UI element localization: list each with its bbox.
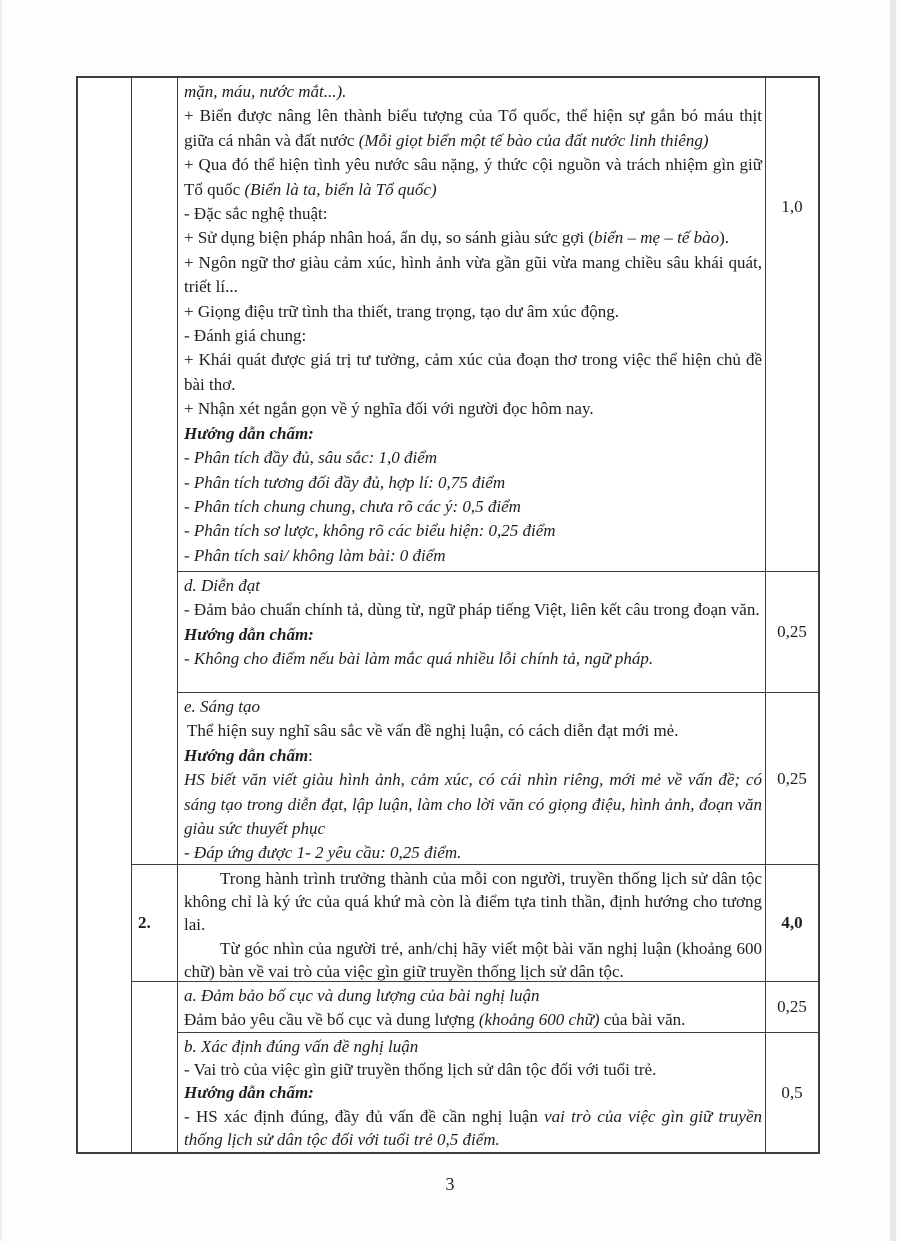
paragraph: + Ngôn ngữ thơ giàu cảm xúc, hình ảnh vừa gần gũi vừa mang chiều sâu khái quát, triết lí... — [184, 252, 762, 297]
content-cell-q2-question-row — [178, 865, 766, 982]
paragraph: - Phân tích sơ lược, không rõ các biểu hiện: 0,25 điểm — [184, 521, 556, 541]
paragraph: Từ góc nhìn của người trẻ, anh/chị hãy viết một bài văn nghị luận (khoảng 600 chữ) bàn về vai trò của việc gìn giữ truyền thống lịch sử dân tộc. — [184, 938, 762, 981]
paragraph: - Đáp ứng được 1- 2 yêu cầu: 0,25 điểm. — [184, 843, 462, 863]
paragraph: - Phân tích tương đối đầy đủ, hợp lí: 0,75 điểm — [184, 472, 506, 492]
paragraph: - Đảm bảo chuẩn chính tả, dùng từ, ngữ pháp tiếng Việt, liên kết câu trong đoạn văn. — [184, 600, 760, 620]
content-cell-q2-a-row — [178, 982, 766, 1033]
paragraph: a. Đảm bảo bố cục và dung lượng của bài nghị luận — [184, 986, 540, 1005]
content-cell-q2-b-row — [178, 1033, 766, 1152]
paragraph: Hướng dẫn chấm: — [184, 423, 314, 443]
paragraph: - HS xác định đúng, đầy đủ vấn đề cần nghị luận vai trò của việc gìn giữ truyền thống lịch sử dân tộc đối với tuổi trẻ 0,5 điểm. — [184, 1106, 762, 1149]
paragraph: Hướng dẫn chấm: — [184, 624, 314, 644]
page-number: 3 — [445, 1174, 455, 1194]
paragraph: b. Xác định đúng vấn đề nghị luận — [184, 1037, 419, 1056]
score-cell-q2-a-row: 0,25 — [766, 982, 818, 1033]
paragraph: + Giọng điệu trữ tình tha thiết, trang trọng, tạo dư âm xúc động. — [184, 301, 619, 321]
question-number-spacer-bottom — [132, 982, 178, 1152]
content-cell-q1-dien-dat-row — [178, 572, 766, 693]
paragraph: + Biển được nâng lên thành biểu tượng của Tổ quốc, thể hiện sự gắn bó máu thịt giữa cá nhân và đất nước (Mỗi giọt biển một tế bào của đất nước linh thiêng) — [184, 106, 762, 150]
score-cell-q2-question-row: 4,0 — [766, 865, 818, 982]
paragraph: - Không cho điểm nếu bài làm mắc quá nhiều lỗi chính tả, ngữ pháp. — [184, 649, 654, 669]
paragraph: - Phân tích đầy đủ, sâu sắc: 1,0 điểm — [184, 448, 438, 468]
paragraph: Hướng dẫn chấm: — [184, 1083, 314, 1103]
paragraph: - Đánh giá chung: — [184, 326, 307, 346]
paragraph: + Nhận xét ngắn gọn về ý nghĩa đối với người đọc hôm nay. — [184, 399, 594, 419]
paragraph: + Sử dụng biện pháp nhân hoá, ẩn dụ, so sánh giàu sức gợi (biển – mẹ – tế bào). — [184, 228, 730, 248]
paragraph: + Khái quát được giá trị tư tưởng, cảm xúc của đoạn thơ trong việc thể hiện chủ đề bài thơ. — [184, 350, 762, 394]
score-cell-q1-dien-dat-row: 0,25 — [766, 572, 818, 693]
grading-rubric-table — [76, 76, 820, 1154]
score-cell-q1-sang-tao-row: 0,25 — [766, 693, 818, 865]
paragraph: Thể hiện suy nghĩ sâu sắc về vấn đề nghị luận, có cách diễn đạt mới mẻ. — [187, 721, 679, 741]
question-number-spacer-top — [132, 78, 178, 865]
content-cell-q1-sang-tao-row — [178, 693, 766, 865]
paragraph: mặn, máu, nước mắt...). — [184, 82, 347, 101]
paragraph: HS biết văn viết giàu hình ảnh, cảm xúc, có cái nhìn riêng, mới mẻ về vấn đề; có sáng tạo trong diễn đạt, lập luận, làm cho lời văn có giọng điệu, hình ảnh, đoạn văn giàu sức thuyết phục — [184, 770, 762, 839]
paragraph: + Qua đó thể hiện tình yêu nước sâu nặng, ý thức cội nguồn và trách nhiệm gìn giữ Tổ quốc (Biển là ta, biển là Tổ quốc) — [184, 155, 762, 199]
left-empty-column-cell — [78, 78, 132, 1152]
content-cell-q1-analysis-row — [178, 78, 766, 572]
paragraph: - Đặc sắc nghệ thuật: — [184, 204, 328, 224]
paragraph: - Vai trò của việc gìn giữ truyền thống lịch sử dân tộc đối với tuổi trẻ. — [184, 1060, 657, 1080]
paragraph: Đảm bảo yêu cầu về bố cục và dung lượng (khoảng 600 chữ) của bài văn. — [184, 1010, 686, 1030]
photo-right-edge — [890, 0, 896, 1241]
paragraph: - Phân tích sai/ không làm bài: 0 điểm — [184, 545, 446, 565]
paragraph: e. Sáng tạo — [184, 697, 261, 716]
score-cell-q2-b-row: 0,5 — [781, 1082, 803, 1102]
paragraph: d. Diễn đạt — [184, 576, 261, 595]
paragraph: - Phân tích chung chung, chưa rõ các ý: 0,5 điểm — [184, 496, 521, 516]
paragraph: Hướng dẫn chấm: — [184, 745, 313, 765]
question-2-number: 2. — [132, 865, 178, 982]
photo-left-edge — [0, 0, 2, 1241]
score-cell-q1-analysis-row: 1,0 — [766, 78, 818, 572]
paragraph: Trong hành trình trưởng thành của mỗi con người, truyền thống lịch sử dân tộc không chỉ là ký ức của quá khứ mà còn là điểm tựa tinh thần, định hướng cho tương lai. — [184, 869, 762, 935]
